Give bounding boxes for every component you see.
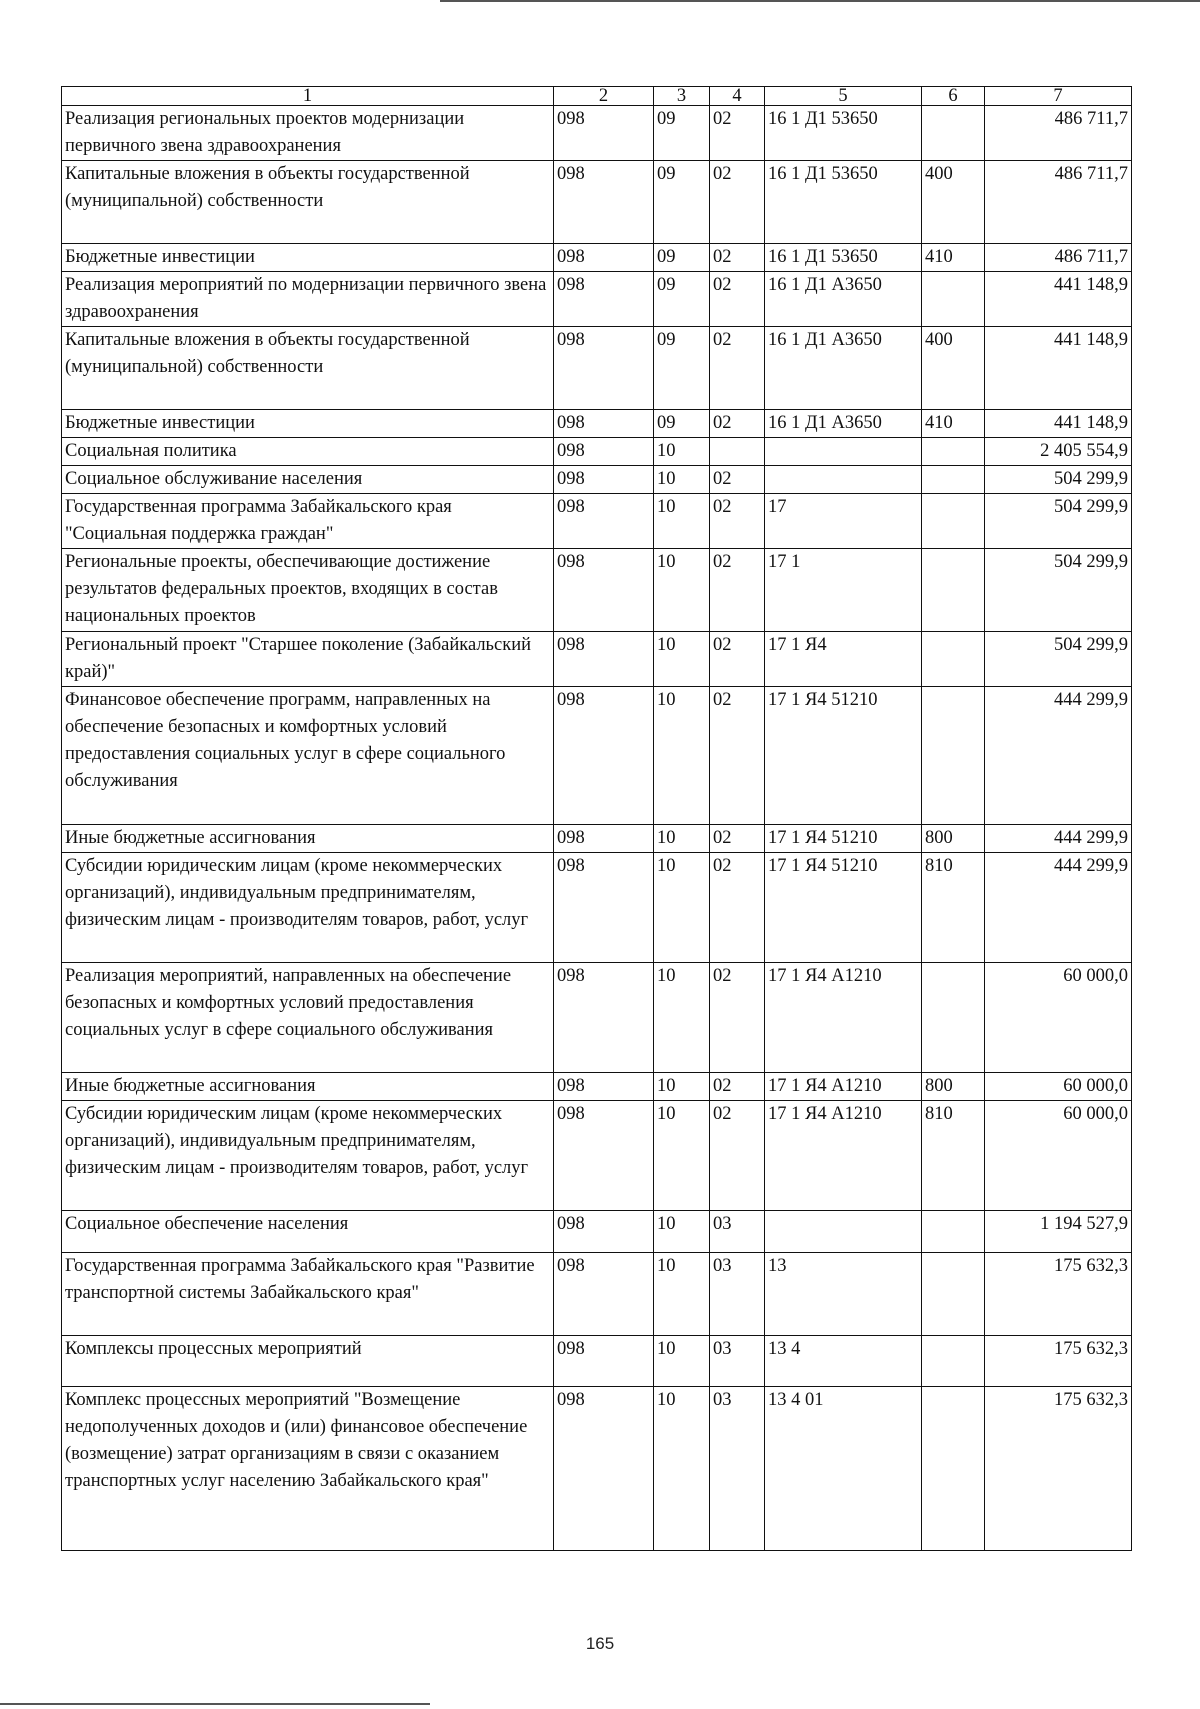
cell-subsection: 02 — [710, 244, 765, 272]
cell-amount: 441 148,9 — [985, 327, 1132, 410]
cell-target-article: 17 1 Я4 51210 — [765, 687, 922, 825]
table-row — [62, 410, 1132, 438]
cell-name: Финансовое обеспечение программ, направленных на обеспечение безопасных и комфортных условий предоставления социальных услуг в сфере социального обслуживания — [62, 687, 554, 825]
cell-amount: 60 000,0 — [985, 963, 1132, 1073]
cell-expense-type: 810 — [922, 1101, 985, 1211]
cell-ministry-code: 098 — [554, 410, 654, 438]
cell-amount: 486 711,7 — [985, 161, 1132, 244]
table-row — [62, 494, 1132, 549]
column-header-4: 4 — [710, 87, 765, 106]
cell-amount: 60 000,0 — [985, 1073, 1132, 1101]
cell-amount: 2 405 554,9 — [985, 438, 1132, 466]
cell-subsection: 02 — [710, 161, 765, 244]
cell-amount: 175 632,3 — [985, 1253, 1132, 1336]
cell-expense-type — [922, 1387, 985, 1551]
cell-subsection: 02 — [710, 1073, 765, 1101]
table-row — [62, 466, 1132, 494]
cell-name: Социальная политика — [62, 438, 554, 466]
table-row — [62, 1073, 1132, 1101]
cell-expense-type — [922, 632, 985, 687]
cell-subsection: 02 — [710, 825, 765, 853]
cell-expense-type: 800 — [922, 825, 985, 853]
cell-ministry-code: 098 — [554, 1387, 654, 1551]
cell-target-article: 17 1 Я4 — [765, 632, 922, 687]
cell-name: Комплексы процессных мероприятий — [62, 1336, 554, 1387]
cell-ministry-code: 098 — [554, 963, 654, 1073]
cell-name: Капитальные вложения в объекты государственной (муниципальной) собственности — [62, 161, 554, 244]
cell-ministry-code: 098 — [554, 466, 654, 494]
cell-section: 10 — [654, 1073, 710, 1101]
column-header-1: 1 — [62, 87, 554, 106]
cell-amount: 60 000,0 — [985, 1101, 1132, 1211]
table-row — [62, 963, 1132, 1073]
cell-target-article: 17 1 Я4 51210 — [765, 853, 922, 963]
cell-ministry-code: 098 — [554, 1101, 654, 1211]
cell-ministry-code: 098 — [554, 1211, 654, 1253]
cell-target-article: 17 1 Я4 А1210 — [765, 963, 922, 1073]
cell-amount: 504 299,9 — [985, 466, 1132, 494]
cell-name: Региональные проекты, обеспечивающие достижение результатов федеральных проектов, входящих в состав национальных проектов — [62, 549, 554, 632]
column-header-5: 5 — [765, 87, 922, 106]
cell-ministry-code: 098 — [554, 825, 654, 853]
cell-ministry-code: 098 — [554, 327, 654, 410]
cell-subsection: 02 — [710, 549, 765, 632]
cell-expense-type: 400 — [922, 327, 985, 410]
cell-target-article — [765, 1211, 922, 1253]
cell-target-article: 16 1 Д1 А3650 — [765, 272, 922, 327]
cell-name: Государственная программа Забайкальского края "Социальная поддержка граждан" — [62, 494, 554, 549]
cell-expense-type — [922, 438, 985, 466]
cell-target-article — [765, 438, 922, 466]
cell-section: 09 — [654, 410, 710, 438]
cell-ministry-code: 098 — [554, 549, 654, 632]
column-header-3: 3 — [654, 87, 710, 106]
cell-section: 09 — [654, 244, 710, 272]
cell-name: Комплекс процессных мероприятий "Возмещение недополученных доходов и (или) финансовое обеспечение (возмещение) затрат организациям в связи с оказанием транспортных услуг населению Забайкальского края" — [62, 1387, 554, 1551]
cell-section: 09 — [654, 106, 710, 161]
cell-section: 10 — [654, 1387, 710, 1551]
cell-target-article: 17 1 Я4 51210 — [765, 825, 922, 853]
cell-name: Социальное обслуживание населения — [62, 466, 554, 494]
cell-section: 10 — [654, 825, 710, 853]
cell-expense-type — [922, 687, 985, 825]
cell-amount: 1 194 527,9 — [985, 1211, 1132, 1253]
cell-subsection: 02 — [710, 327, 765, 410]
cell-amount: 444 299,9 — [985, 853, 1132, 963]
table-row — [62, 853, 1132, 963]
cell-expense-type — [922, 272, 985, 327]
table-row — [62, 1101, 1132, 1211]
cell-expense-type: 800 — [922, 1073, 985, 1101]
table-row — [62, 549, 1132, 632]
cell-section: 10 — [654, 853, 710, 963]
header-row — [62, 87, 1132, 106]
column-header-6: 6 — [922, 87, 985, 106]
cell-subsection: 03 — [710, 1211, 765, 1253]
cell-subsection: 03 — [710, 1387, 765, 1551]
column-header-2: 2 — [554, 87, 654, 106]
cell-name: Капитальные вложения в объекты государственной (муниципальной) собственности — [62, 327, 554, 410]
table-row — [62, 1387, 1132, 1551]
scan-edge-top — [440, 0, 1200, 2]
cell-target-article: 16 1 Д1 53650 — [765, 244, 922, 272]
cell-expense-type: 410 — [922, 410, 985, 438]
cell-target-article: 16 1 Д1 53650 — [765, 106, 922, 161]
cell-subsection: 03 — [710, 1253, 765, 1336]
cell-section: 10 — [654, 632, 710, 687]
cell-name: Субсидии юридическим лицам (кроме некоммерческих организаций), индивидуальным предпринимателям, физическим лицам - производителям товаров, работ, услуг — [62, 853, 554, 963]
cell-amount: 441 148,9 — [985, 410, 1132, 438]
cell-section: 10 — [654, 1211, 710, 1253]
table-body — [62, 106, 1132, 1551]
table-header — [62, 87, 1132, 106]
cell-name: Реализация региональных проектов модернизации первичного звена здравоохранения — [62, 106, 554, 161]
cell-subsection: 02 — [710, 963, 765, 1073]
cell-name: Бюджетные инвестиции — [62, 244, 554, 272]
cell-amount: 444 299,9 — [985, 687, 1132, 825]
cell-amount: 486 711,7 — [985, 106, 1132, 161]
cell-amount: 175 632,3 — [985, 1336, 1132, 1387]
cell-section: 10 — [654, 549, 710, 632]
cell-ministry-code: 098 — [554, 161, 654, 244]
cell-subsection — [710, 438, 765, 466]
table-row — [62, 161, 1132, 244]
cell-section: 09 — [654, 161, 710, 244]
cell-subsection: 02 — [710, 410, 765, 438]
cell-ministry-code: 098 — [554, 494, 654, 549]
cell-section: 10 — [654, 1101, 710, 1211]
cell-name: Региональный проект "Старшее поколение (Забайкальский край)" — [62, 632, 554, 687]
cell-target-article: 13 4 — [765, 1336, 922, 1387]
cell-target-article: 17 — [765, 494, 922, 549]
cell-expense-type: 400 — [922, 161, 985, 244]
cell-amount: 486 711,7 — [985, 244, 1132, 272]
cell-target-article: 16 1 Д1 А3650 — [765, 410, 922, 438]
cell-subsection: 02 — [710, 272, 765, 327]
cell-expense-type — [922, 1253, 985, 1336]
scan-edge-bottom — [0, 1703, 430, 1705]
cell-amount: 504 299,9 — [985, 632, 1132, 687]
cell-expense-type — [922, 963, 985, 1073]
cell-subsection: 02 — [710, 632, 765, 687]
column-header-7: 7 — [985, 87, 1132, 106]
cell-ministry-code: 098 — [554, 438, 654, 466]
cell-expense-type: 810 — [922, 853, 985, 963]
cell-ministry-code: 098 — [554, 106, 654, 161]
cell-ministry-code: 098 — [554, 1336, 654, 1387]
cell-expense-type — [922, 549, 985, 632]
cell-name: Бюджетные инвестиции — [62, 410, 554, 438]
cell-expense-type — [922, 106, 985, 161]
cell-ministry-code: 098 — [554, 632, 654, 687]
cell-section: 09 — [654, 272, 710, 327]
cell-target-article: 13 — [765, 1253, 922, 1336]
table-row — [62, 244, 1132, 272]
cell-target-article: 17 1 — [765, 549, 922, 632]
table-row — [62, 825, 1132, 853]
cell-section: 10 — [654, 466, 710, 494]
cell-amount: 444 299,9 — [985, 825, 1132, 853]
cell-target-article: 17 1 Я4 А1210 — [765, 1101, 922, 1211]
cell-name: Реализация мероприятий по модернизации первичного звена здравоохранения — [62, 272, 554, 327]
cell-name: Иные бюджетные ассигнования — [62, 825, 554, 853]
table-row — [62, 1253, 1132, 1336]
cell-expense-type — [922, 466, 985, 494]
cell-target-article: 16 1 Д1 А3650 — [765, 327, 922, 410]
cell-expense-type — [922, 1211, 985, 1253]
cell-ministry-code: 098 — [554, 1253, 654, 1336]
cell-ministry-code: 098 — [554, 687, 654, 825]
table-row — [62, 106, 1132, 161]
cell-section: 10 — [654, 1253, 710, 1336]
cell-amount: 175 632,3 — [985, 1387, 1132, 1551]
cell-name: Реализация мероприятий, направленных на обеспечение безопасных и комфортных условий предоставления социальных услуг в сфере социального обслуживания — [62, 963, 554, 1073]
cell-subsection: 02 — [710, 494, 765, 549]
cell-section: 10 — [654, 687, 710, 825]
cell-expense-type: 410 — [922, 244, 985, 272]
cell-subsection: 02 — [710, 687, 765, 825]
cell-ministry-code: 098 — [554, 853, 654, 963]
cell-ministry-code: 098 — [554, 272, 654, 327]
table-row — [62, 1336, 1132, 1387]
cell-target-article — [765, 466, 922, 494]
table-row — [62, 1211, 1132, 1253]
cell-name: Социальное обеспечение населения — [62, 1211, 554, 1253]
cell-name: Субсидии юридическим лицам (кроме некоммерческих организаций), индивидуальным предпринимателям, физическим лицам - производителям товаров, работ, услуг — [62, 1101, 554, 1211]
cell-expense-type — [922, 1336, 985, 1387]
cell-ministry-code: 098 — [554, 244, 654, 272]
cell-subsection: 02 — [710, 1101, 765, 1211]
cell-subsection: 02 — [710, 106, 765, 161]
table-row — [62, 272, 1132, 327]
cell-subsection: 02 — [710, 853, 765, 963]
cell-section: 10 — [654, 494, 710, 549]
cell-section: 10 — [654, 963, 710, 1073]
cell-target-article: 13 4 01 — [765, 1387, 922, 1551]
cell-section: 10 — [654, 438, 710, 466]
cell-expense-type — [922, 494, 985, 549]
table-row — [62, 687, 1132, 825]
cell-name: Иные бюджетные ассигнования — [62, 1073, 554, 1101]
table-row — [62, 632, 1132, 687]
table-row — [62, 438, 1132, 466]
page-number: 165 — [585, 1634, 615, 1653]
cell-section: 09 — [654, 327, 710, 410]
cell-ministry-code: 098 — [554, 1073, 654, 1101]
cell-amount: 504 299,9 — [985, 549, 1132, 632]
cell-subsection: 02 — [710, 466, 765, 494]
cell-name: Государственная программа Забайкальского края "Развитие транспортной системы Забайкальского края" — [62, 1253, 554, 1336]
cell-amount: 504 299,9 — [985, 494, 1132, 549]
cell-target-article: 17 1 Я4 А1210 — [765, 1073, 922, 1101]
cell-amount: 441 148,9 — [985, 272, 1132, 327]
cell-section: 10 — [654, 1336, 710, 1387]
table-row — [62, 327, 1132, 410]
cell-subsection: 03 — [710, 1336, 765, 1387]
cell-target-article: 16 1 Д1 53650 — [765, 161, 922, 244]
budget-table — [61, 86, 1132, 1551]
